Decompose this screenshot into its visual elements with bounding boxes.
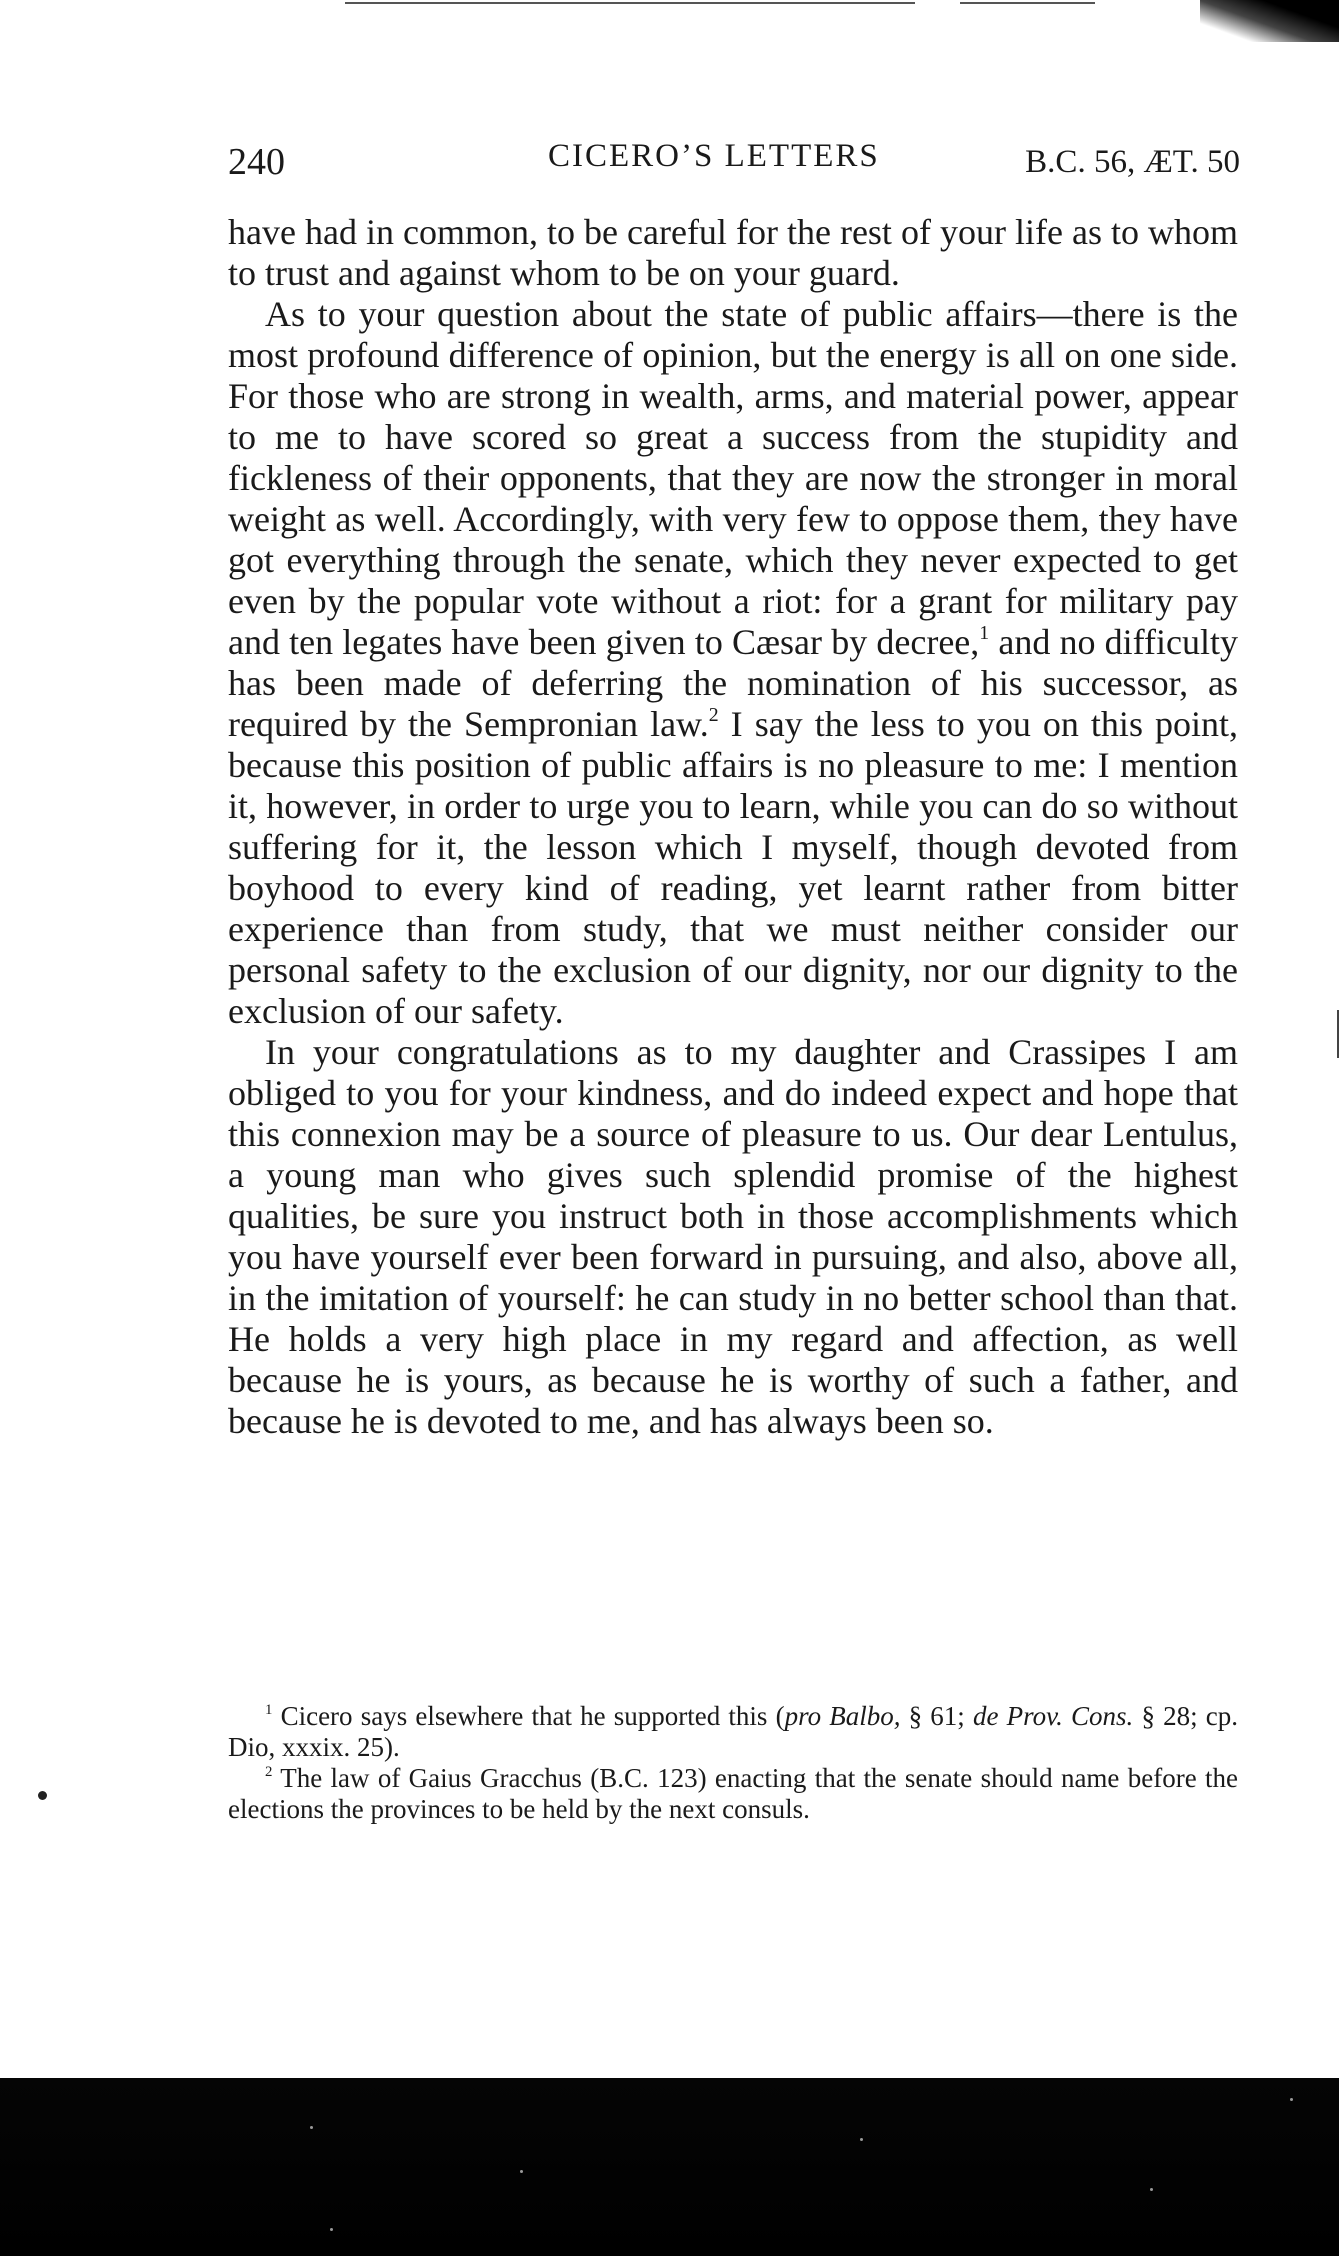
footnote-citation: de Prov. Cons. [972,1701,1134,1731]
scan-speck [520,2170,523,2173]
paragraph-text: I say the less to you on this point, because this position of public affairs is no pleasure to me: I mention it, however, in order to urge you to learn, while you can do so without suffering for it, the lesson which I myself, though devoted from boyhood to every kind of reading, yet learnt rather from bitter experience than from study, that we must neither consider our personal safety to the exclusion of our dignity, nor our dignity to the exclusion of our safety. [228,704,1238,1031]
footnote-ref-1: 1 [979,622,990,645]
paragraph-public-affairs [228,294,1238,1032]
footnote-ref-2: 2 [708,704,719,727]
footnote-2 [228,1763,1238,1825]
paragraph-continued [228,212,1238,294]
footnote-text: § 28; cp. Dio, xxxix. 25). [228,1701,1238,1762]
footnotes [228,1701,1238,1825]
scan-corner-shadow [1200,0,1339,42]
scan-speck [860,2138,863,2141]
top-edge-rule [345,2,915,4]
footnote-1 [228,1701,1238,1763]
top-edge-rule [960,2,1095,4]
paragraph-text: and no difficulty has been made of deferring the nomination of his successor, as required by the Sempronian law. [228,622,1238,744]
footnote-mark: 2 [265,1763,273,1780]
scan-speck [330,2228,333,2231]
running-title: CICERO’S LETTERS [548,138,880,174]
main-text [228,212,1238,1442]
margin-dot [38,1791,47,1800]
footnote-text: Cicero says elsewhere that he supported this ( [272,1701,785,1731]
footnote-citation: pro Balbo, [784,1701,901,1731]
page-number: 240 [228,141,285,183]
scan-speck [1150,2188,1153,2191]
scan-speck [1290,2098,1293,2101]
footnote-text: 123) enacting that the senate should name before the elections the provinces to be held by the next consuls. [228,1763,1238,1824]
paragraph-congratulations [228,1032,1238,1442]
running-head [228,138,1240,188]
paragraph-text: have had in common, to be careful for the rest of your life as to whom to trust and against whom to be on your guard. [228,212,1238,293]
footnote-text: § 61; [900,1701,973,1731]
running-date: B.C. 56, ÆT. 50 [1025,144,1240,180]
scan-bottom-band [0,2078,1339,2256]
footnote-mark: 1 [265,1701,273,1718]
footnote-date-abbrev: B.C. [599,1763,649,1793]
paragraph-text: As to your question about the state of public affairs—there is the most profound difference of opinion, but the energy is all on one side. For those who are strong in wealth, arms, and material power, appear to me to have scored so great a success from the stupidity and fickleness of their opponents, that they are now the stronger in moral weight as well. Accordingly, with very few to oppose them, they have got everything through the senate, which they never expected to get even by the popular vote without a riot: for a grant for military pay and ten legates have been given to Cæsar by decree, [228,294,1238,662]
scan-speck [310,2126,313,2129]
footnote-text: The law of Gaius Gracchus ( [272,1763,600,1793]
paragraph-text: In your congratulations as to my daughter and Crassipes I am obliged to you for your kindness, and do indeed expect and hope that this connexion may be a source of pleasure to us. Our dear Lentulus, a young man who gives such splendid promise of the highest qualities, be sure you instruct both in those accomplishments which you have yourself ever been forward in pursuing, and also, above all, in the imitation of yourself: he can study in no better school than that. He holds a very high place in my regard and affection, as well because he is yours, as because he is worthy of such a father, and because he is devoted to me, and has always been so. [228,1032,1238,1441]
